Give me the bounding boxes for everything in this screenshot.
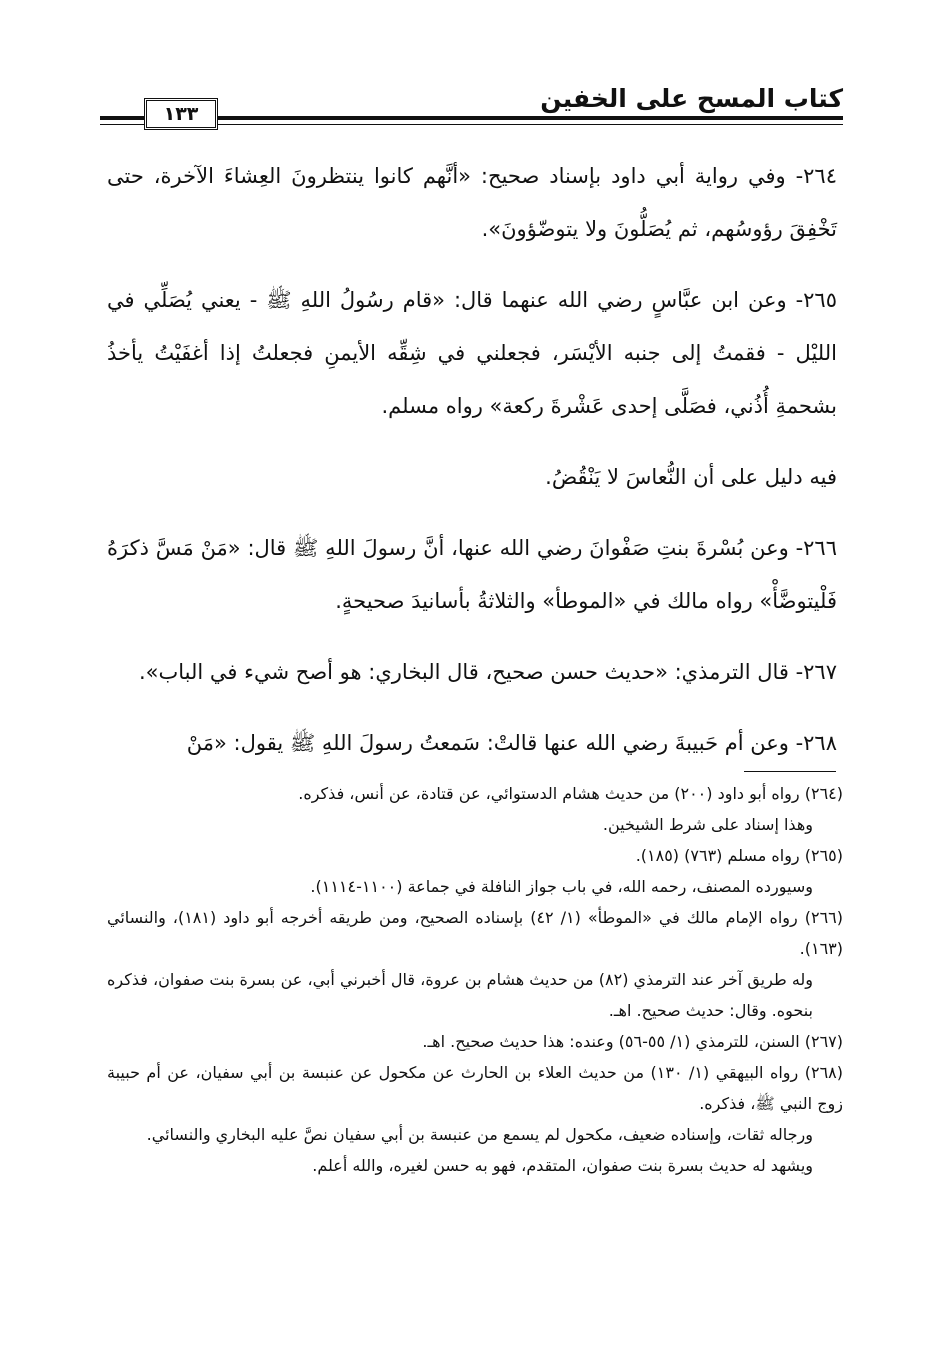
paragraph-commentary: فيه دليل على أن النُّعاسَ لا يَنْقُضُ. (545, 465, 837, 489)
paragraph-266: ٢٦٦- وعن بُسْرةَ بنتِ صَفْوانَ رضي الله عنها، أنَّ رسولَ اللهِ ﷺ قال: «مَنْ مَسَّ ذكرَهُ فَلْيتوضَّأْ» رواه مالك في «الموطأ» والثلاثةُ بأسانيدَ صحيحةٍ. (107, 536, 837, 613)
footnote-264-continuation: وهذا إسناد على شرط الشيخين. (602, 815, 813, 834)
page-header (100, 78, 843, 128)
footnote-268-continuation: ورجاله ثقات، وإسناده ضعيف، مكحول لم يسمع من عنبسة بن أبي سفيان نصَّ عليه البخاري والنسائي. (146, 1125, 813, 1144)
footnote-265: (٢٦٥) رواه مسلم (٧٦٣) (١٨٥). (635, 846, 843, 865)
footnote-265-continuation: وسيورده المصنف، رحمه الله، في باب جواز النافلة في جماعة (١١٠٠-١١١٤). (310, 877, 813, 896)
main-text (107, 150, 837, 788)
footnote-264: (٢٦٤) رواه أبو داود (٢٠٠) من حديث هشام الدستوائي، عن قتادة، عن أنس، فذكره. (298, 784, 843, 803)
footnote-266: (٢٦٦) رواه الإمام مالك في «الموطأ» (١/ ٤٢) بإسناده الصحيح، ومن طريقه أخرجه أبو داود (١٨١)، والنسائي (١٦٣). (107, 908, 843, 958)
footnote-separator (744, 771, 836, 772)
paragraph-265: ٢٦٥- وعن ابن عبَّاسٍ رضي الله عنهما قال: «قام رسُولُ اللهِ ﷺ - يعني يُصَلِّي في الليْل - فقمتُ إلى جنبه الأيْسَر، فجعلني في شِقِّه الأيمنِ فجعلتُ إذا أغفَيْتُ يأخذُ بشحمةِ أُذُني، فصَلَّى إحدى عَشْرةَ ركعة» رواه مسلم. (107, 288, 837, 418)
footnotes (107, 778, 843, 1181)
footnote-266-continuation: وله طريق آخر عند الترمذي (٨٢) من حديث هشام بن عروة، قال أخبرني أبي، عن بسرة بنت صفوان، فذكره بنحوه. وقال: حديث صحيح. اهـ. (107, 970, 813, 1020)
footnote-268: (٢٦٨) رواه البيهقي (١/ ١٣٠) من حديث العلاء بن الحارث عن مكحول عن عنبسة بن أبي سفيان، عن أم حبيبة زوج النبي ﷺ، فذكره. (107, 1063, 843, 1113)
paragraph-264: ٢٦٤- وفي رواية أبي داود بإسناد صحيح: «أنَّهم كانوا ينتظرونَ العِشاءَ الآخرة، حتى تَخْفِقَ رؤوسُهم، ثم يُصَلُّونَ ولا يتوضّؤونَ». (107, 164, 837, 241)
footnote-268-continuation-2: ويشهد له حديث بسرة بنت صفوان، المتقدم، فهو به حسن لغيره، والله أعلم. (312, 1156, 813, 1175)
book-title: كتاب المسح على الخفين (540, 84, 843, 113)
paragraph-268: ٢٦٨- وعن أم حَبيبةَ رضي الله عنها قالتْ: سَمعتُ رسولَ اللهِ ﷺ يقول: «مَنْ (186, 731, 837, 755)
paragraph-267: ٢٦٧- قال الترمذي: «حديث حسن صحيح، قال البخاري: هو أصح شيء في الباب». (138, 660, 837, 684)
page-number: ١٣٣ (144, 98, 218, 130)
footnote-267: (٢٦٧) السنن، للترمذي (١/ ٥٥-٥٦) وعنده: هذا حديث صحيح. اهـ. (422, 1032, 843, 1051)
